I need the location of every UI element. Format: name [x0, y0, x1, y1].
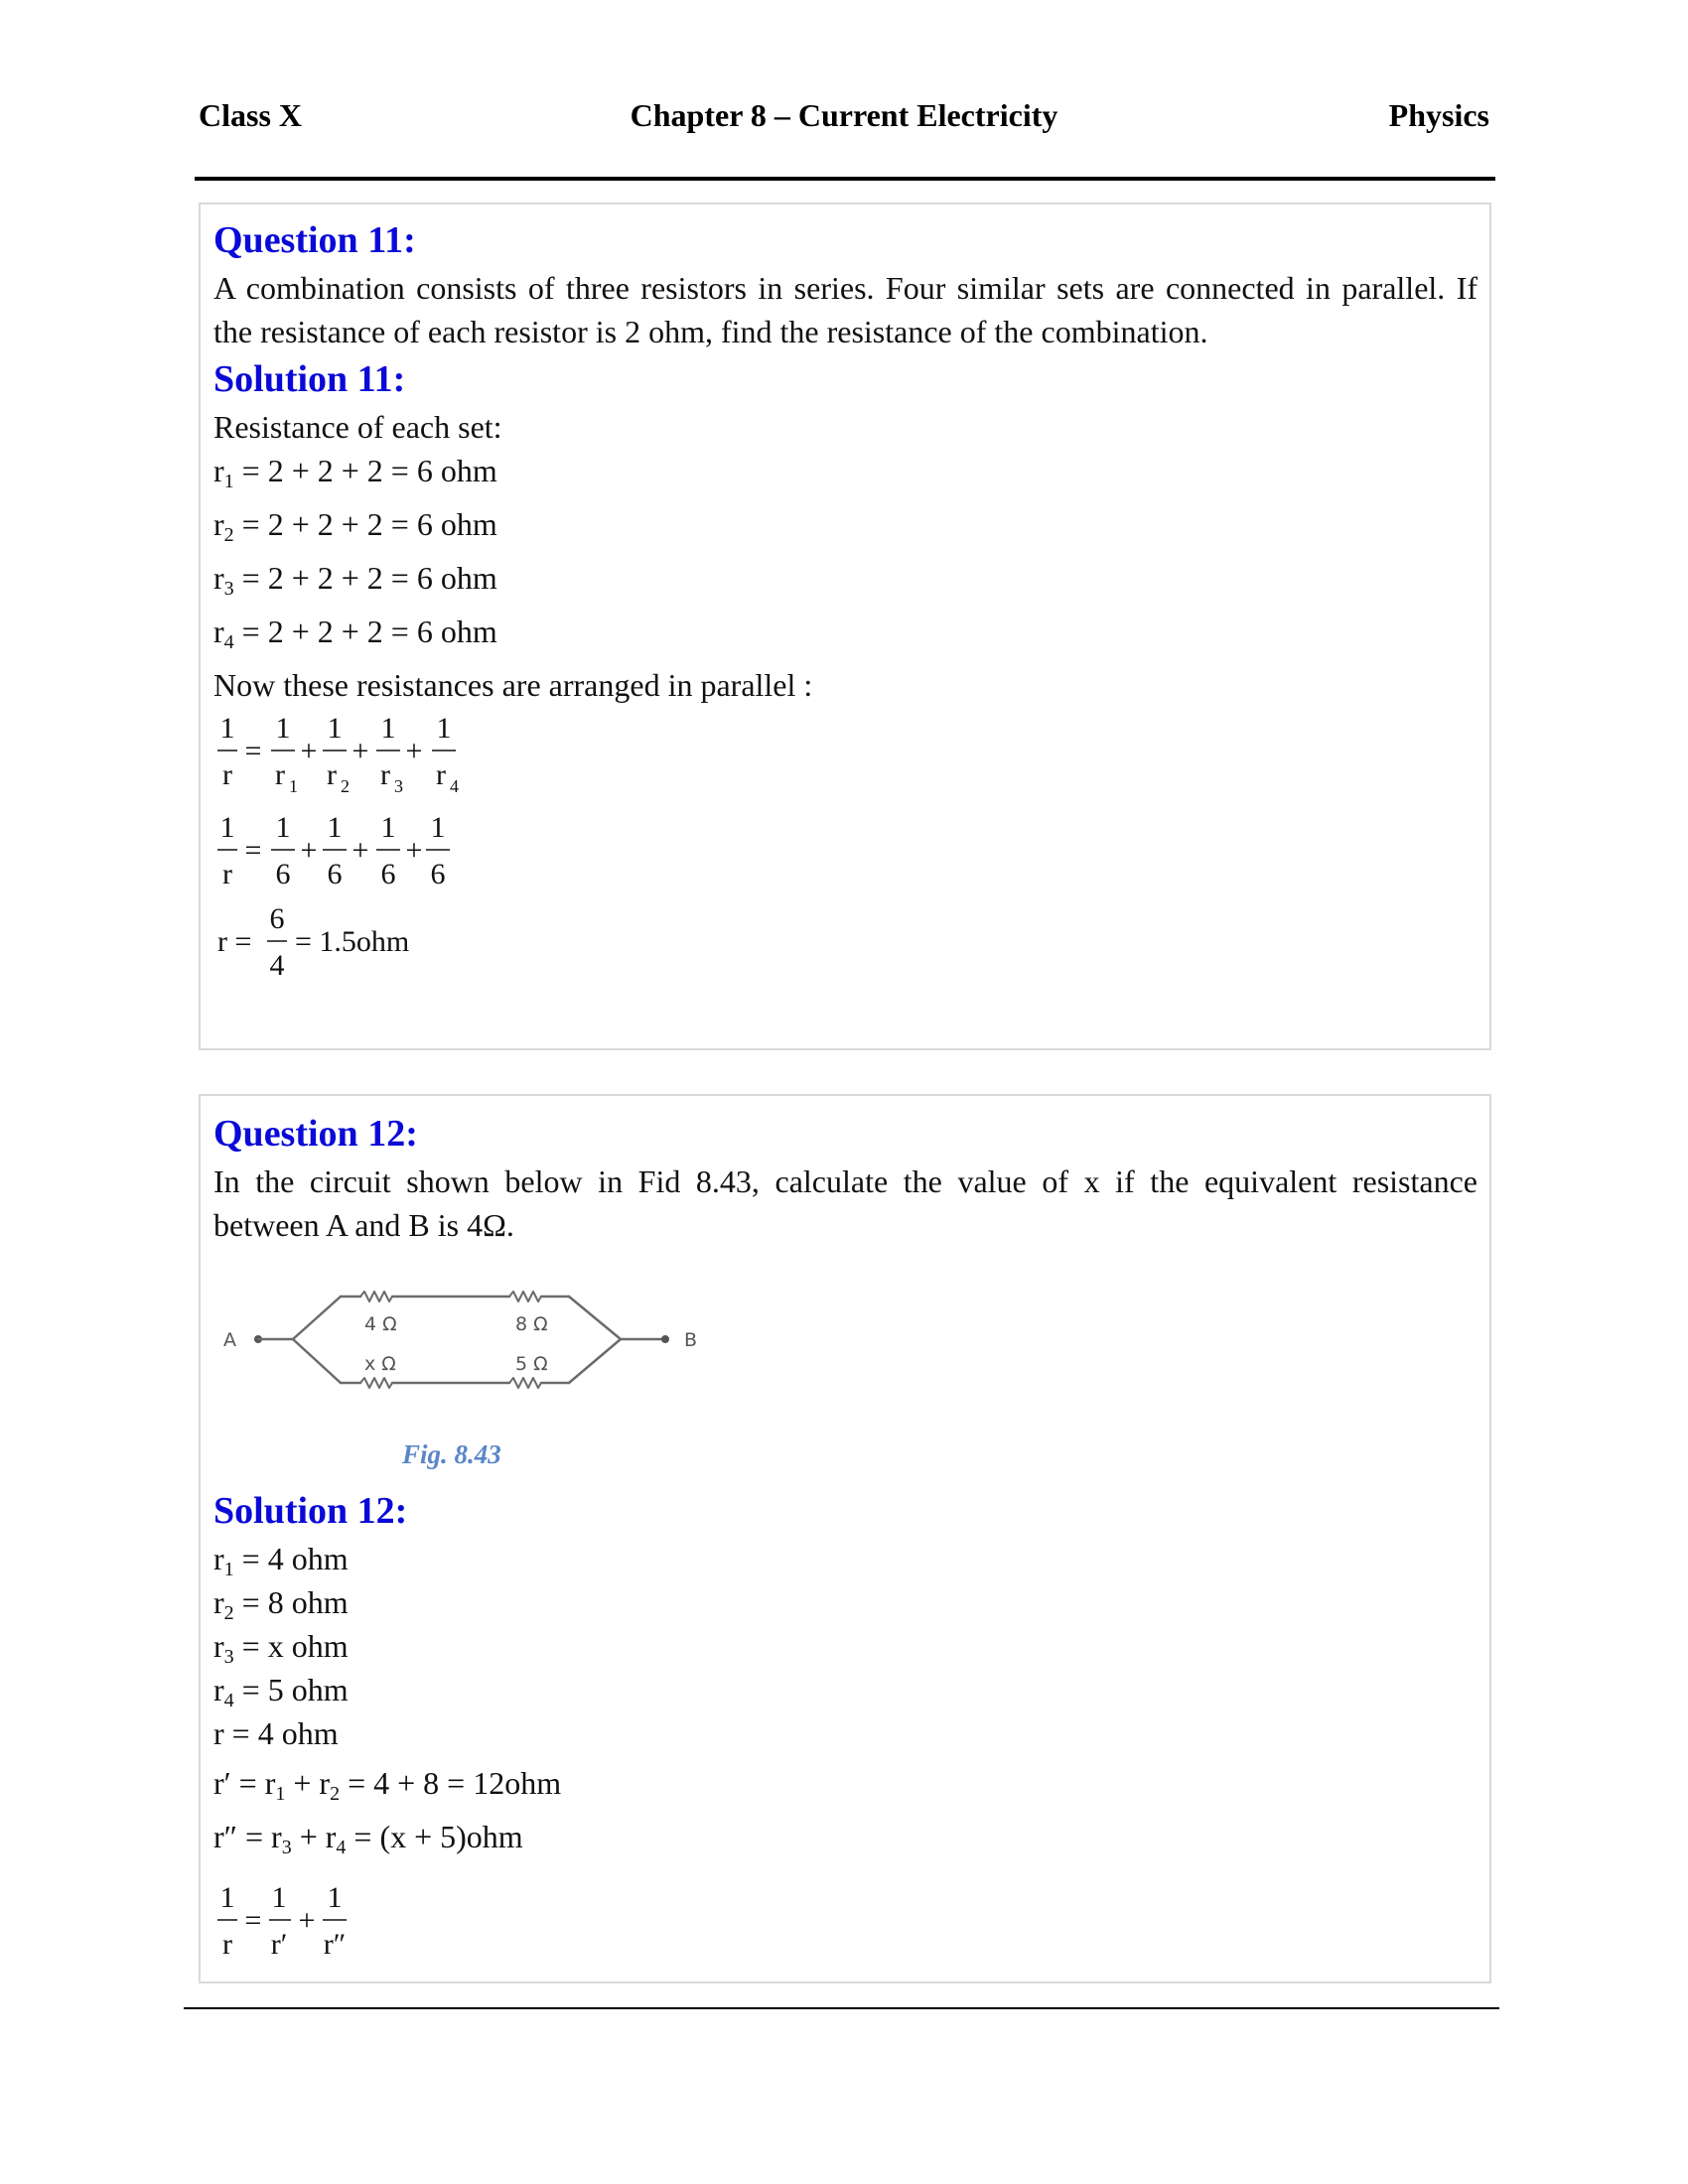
equation-rhs: = 4 ohm	[233, 1541, 349, 1576]
label-8-ohm: 8 Ω	[515, 1313, 548, 1335]
solution-12-title: Solution 12:	[213, 1490, 408, 1532]
subscript: 2	[223, 524, 234, 546]
terminal-a-label: A	[223, 1329, 236, 1351]
term-denominator: 6	[327, 858, 343, 890]
term-numerator: 1	[430, 811, 446, 844]
given-line	[213, 1541, 349, 1581]
equation-rhs: = 2 + 2 + 2 = 6 ohm	[241, 614, 497, 649]
result-numerator: 6	[269, 902, 285, 935]
term-numerator: 1	[436, 712, 452, 745]
term1-denominator: r′	[270, 1928, 288, 1961]
lhs-numerator: 1	[219, 712, 235, 745]
set-resistance-line	[213, 453, 497, 493]
term1-numerator: 1	[271, 1881, 287, 1914]
terminal-b-dot	[661, 1335, 669, 1343]
footer-rule	[184, 2007, 1499, 2009]
var: r	[213, 1584, 224, 1620]
parallel-text: Now these resistances are arranged in parallel :	[213, 667, 813, 703]
term-denominator: r	[380, 758, 390, 791]
term-subscript: 4	[450, 776, 459, 796]
parallel-substitution	[213, 806, 511, 895]
result-equation	[213, 897, 511, 987]
var: r	[213, 453, 224, 488]
equation-rhs: = x ohm	[233, 1628, 349, 1664]
given-line	[213, 1672, 349, 1712]
series-equation-2	[213, 1819, 523, 1859]
subscript: 4	[223, 1690, 234, 1711]
subscript: 4	[223, 631, 234, 653]
term-denominator: r	[327, 758, 337, 791]
header-subject: Physics	[1388, 97, 1489, 133]
svg-text:+: +	[405, 735, 423, 767]
lhs-denominator: r	[222, 1928, 232, 1961]
lhs-numerator: 1	[219, 811, 235, 844]
resistor-x-ohm	[360, 1378, 392, 1388]
eq-rhs: = (x + 5)ohm	[346, 1819, 523, 1854]
eq-mid: + r	[291, 1819, 337, 1854]
term-numerator: 1	[275, 811, 291, 844]
subscript: 4	[336, 1837, 347, 1858]
parallel-formula	[213, 707, 511, 802]
label-4-ohm: 4 Ω	[364, 1313, 397, 1335]
question-12-title: Question 12:	[213, 1113, 418, 1155]
svg-text:+: +	[298, 1904, 316, 1937]
term-denominator: 6	[430, 858, 446, 890]
term-numerator: 1	[380, 712, 396, 745]
question-11-title: Question 11:	[213, 219, 416, 261]
term-subscript: 2	[341, 776, 350, 796]
svg-text:+: +	[352, 834, 369, 867]
lhs-denominator: r	[222, 758, 232, 791]
term-denominator: r	[275, 758, 285, 791]
subscript: 1	[223, 1559, 234, 1580]
circuit-figure	[213, 1259, 730, 1497]
header-class: Class X	[199, 97, 303, 133]
eq-lhs: r′ = r	[213, 1765, 276, 1801]
result-denominator: 4	[269, 949, 285, 982]
label-5-ohm: 5 Ω	[515, 1353, 548, 1375]
resistor-4-ohm	[360, 1292, 392, 1301]
var: r	[213, 614, 224, 649]
equation-rhs: = 2 + 2 + 2 = 6 ohm	[241, 453, 497, 488]
equation-rhs: = 5 ohm	[233, 1672, 349, 1707]
figure-caption: Fig. 8.43	[402, 1439, 501, 1469]
term-numerator: 1	[275, 712, 291, 745]
subscript: 2	[330, 1783, 341, 1805]
equation-rhs: = 8 ohm	[233, 1584, 349, 1620]
terminal-b-label: B	[684, 1329, 698, 1351]
question-11-text-line2: the resistance of each resistor is 2 ohm, find the resistance of the combination.	[213, 314, 1208, 349]
svg-text:+: +	[300, 834, 318, 867]
var: r	[213, 1541, 224, 1576]
term-denominator: r	[436, 758, 446, 791]
lhs-denominator: r	[222, 858, 232, 890]
series-equation-1	[213, 1765, 561, 1806]
given-line	[213, 1584, 349, 1625]
subscript: 3	[223, 1646, 234, 1668]
result-lhs: r =	[217, 925, 252, 958]
subscript: 1	[275, 1783, 286, 1805]
term2-denominator: r″	[323, 1928, 347, 1961]
svg-text:+: +	[352, 735, 369, 767]
subscript: 3	[223, 578, 234, 600]
question-11-text-line1: A combination consists of three resistors in series. Four similar sets are connected in parallel. If	[213, 270, 1477, 306]
term-subscript: 3	[394, 776, 403, 796]
term-denominator: 6	[275, 858, 291, 890]
svg-text:=: =	[244, 1904, 262, 1937]
total-resistance-line: r = 4 ohm	[213, 1715, 339, 1751]
equation-rhs: = 2 + 2 + 2 = 6 ohm	[241, 506, 497, 542]
set-resistance-line	[213, 560, 497, 601]
question-12-text-line1: In the circuit shown below in Fid 8.43, calculate the value of x if the equivalent resistance	[213, 1163, 1477, 1199]
solution-11-title: Solution 11:	[213, 358, 406, 400]
var: r	[213, 506, 224, 542]
eq-mid: + r	[285, 1765, 331, 1801]
term-numerator: 1	[327, 811, 343, 844]
subscript: 2	[223, 1602, 234, 1624]
parallel-equation-12	[213, 1876, 412, 1966]
label-x-ohm: x Ω	[364, 1353, 396, 1375]
var: r	[213, 560, 224, 596]
term-subscript: 1	[289, 776, 298, 796]
eq-rhs: = 4 + 8 = 12ohm	[340, 1765, 562, 1801]
term-numerator: 1	[380, 811, 396, 844]
lhs-numerator: 1	[219, 1881, 235, 1914]
equation-rhs: = 2 + 2 + 2 = 6 ohm	[241, 560, 497, 596]
svg-text:+: +	[300, 735, 318, 767]
result-rhs: = 1.5ohm	[295, 925, 410, 958]
subscript: 3	[281, 1837, 292, 1858]
svg-text:+: +	[405, 834, 423, 867]
question-12-text-line2: between A and B is 4Ω.	[213, 1207, 514, 1243]
resistor-5-ohm	[509, 1378, 541, 1388]
set-resistance-line	[213, 506, 497, 547]
eq-lhs: r″ = r	[213, 1819, 282, 1854]
term-numerator: 1	[327, 712, 343, 745]
subscript: 1	[223, 471, 234, 492]
var: r	[213, 1672, 224, 1707]
header-chapter: Chapter 8 – Current Electricity	[630, 97, 1058, 133]
term2-numerator: 1	[327, 1881, 343, 1914]
header-rule	[195, 177, 1495, 181]
svg-text:=: =	[244, 735, 262, 767]
set-resistance-line	[213, 614, 497, 654]
term-denominator: 6	[380, 858, 396, 890]
var: r	[213, 1628, 224, 1664]
svg-text:=: =	[244, 834, 262, 867]
given-line	[213, 1628, 349, 1669]
solution-11-intro: Resistance of each set:	[213, 409, 502, 445]
resistor-8-ohm	[509, 1292, 541, 1301]
